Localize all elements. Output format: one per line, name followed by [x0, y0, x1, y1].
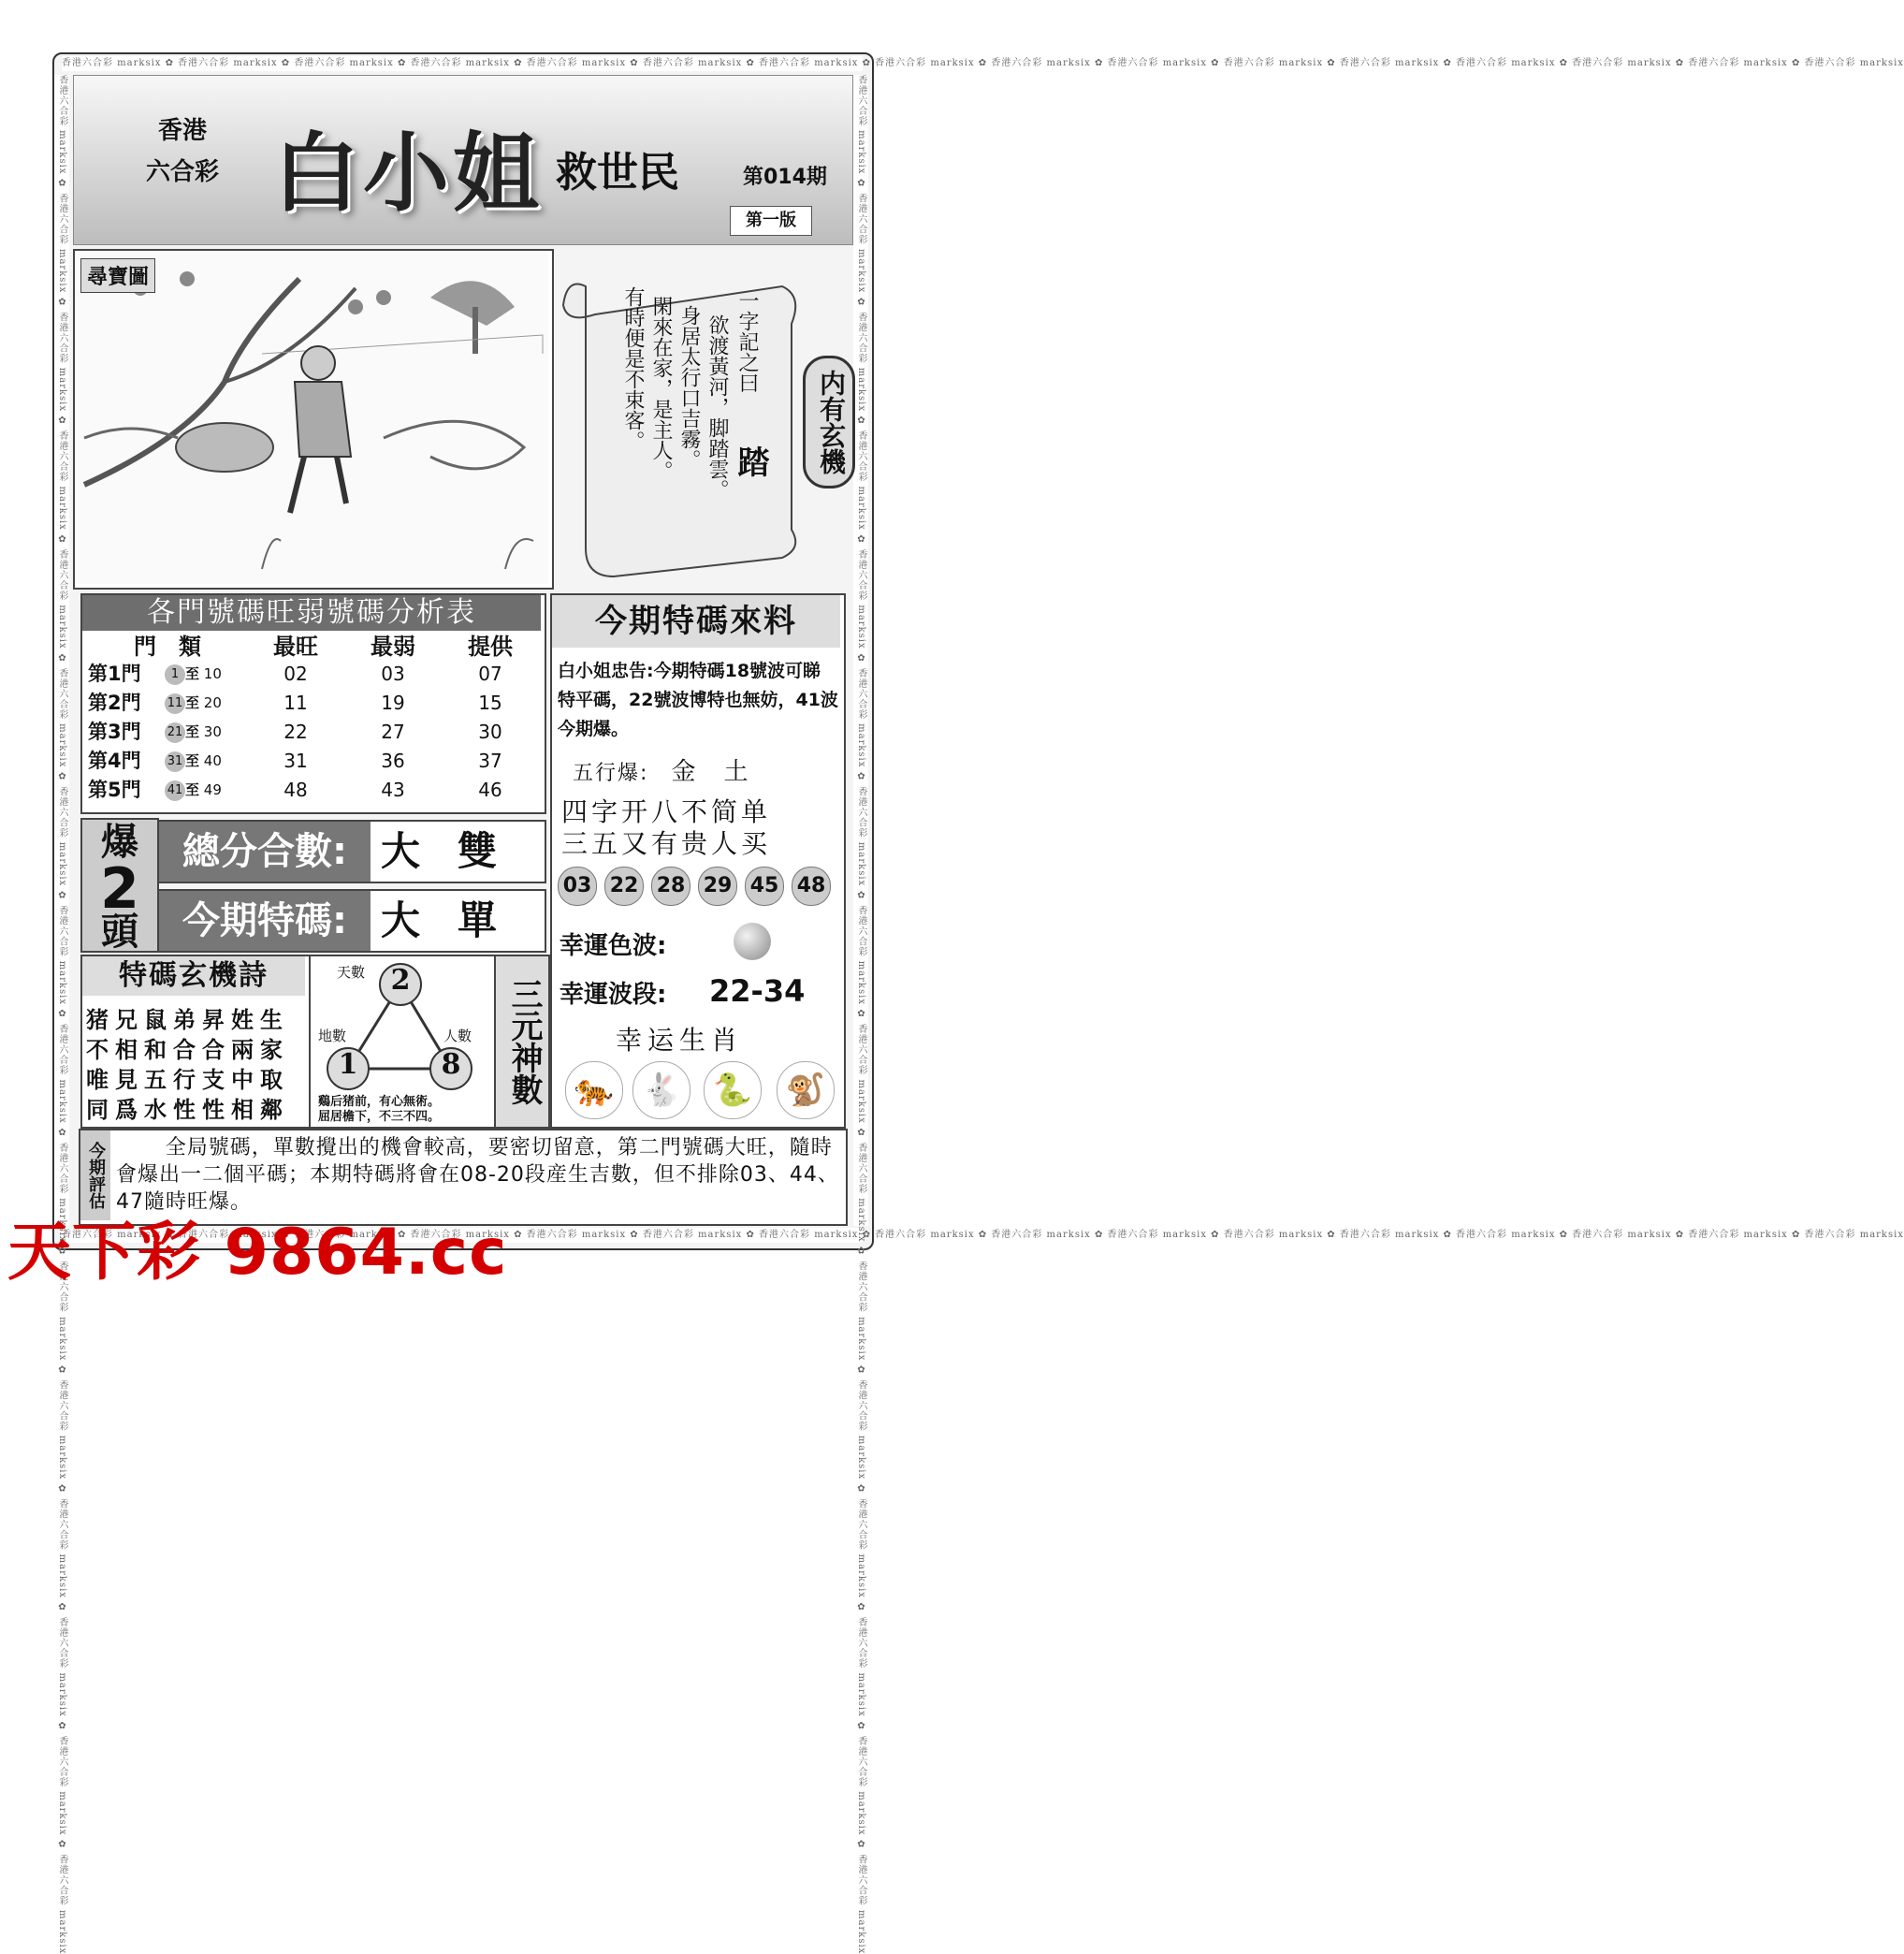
boom-head-char: 頭 [101, 911, 138, 954]
scroll-col-5: 有時便是不束客。 [621, 286, 645, 451]
triangle-note-1: 鷄后猪前，有心無術。 [318, 1095, 441, 1109]
five-elements [573, 752, 749, 787]
number-ball: 29 [698, 867, 737, 906]
range-to: 20 [203, 694, 222, 711]
table-row [84, 689, 539, 718]
gate-range [165, 718, 245, 747]
max-value: 02 [283, 663, 308, 685]
advice-text [558, 657, 838, 744]
gate-label: 第2門 [88, 692, 141, 714]
table-header-max: 最旺 [273, 634, 318, 660]
boom-number: 2 [100, 856, 139, 922]
range-to-word: 至 [185, 752, 200, 769]
edition-badge: 第一版 [730, 206, 812, 236]
total-sum-label: 總分合數: [159, 822, 371, 882]
number-ball: 45 [745, 867, 784, 906]
offer-value: 37 [478, 750, 502, 772]
man-label: 人數 [443, 1028, 472, 1044]
lucky-color-label: 幸運色波: [560, 932, 667, 960]
border-strip-right: 香港六合彩 marksix ✿ 香港六合彩 marksix ✿ 香港六合彩 marksix ✿ 香港六合彩 marksix ✿ 香港六合彩 marksix ✿ 香港六合彩 marksix ✿ 香港六合彩 marksix ✿ 香港六合彩 marksix ✿ 香港六合彩 marksix ✿ 香港六合彩 marksix ✿ 香港六合彩 marksix ✿ 香港六合彩 marksix ✿ 香港六合彩 marksix ✿ 香港六合彩 marksix ✿ 香港六合彩 marksix ✿ 香港六合彩 marksix [853, 75, 868, 1226]
scroll-col-2: 欲渡黃河，脚踏雲。 [705, 314, 729, 500]
five-elements-label: 五行爆: [573, 762, 649, 785]
gate-label: 第1門 [88, 663, 141, 685]
five-elements-value: 金 土 [671, 758, 750, 786]
region-text: 香港 [157, 117, 207, 145]
range-to-word: 至 [185, 723, 200, 740]
max-value: 48 [283, 779, 308, 801]
range-from: 11 [165, 693, 185, 714]
evaluation-tag: 今期評估 [80, 1130, 110, 1220]
max-value: 11 [283, 692, 308, 714]
max-value: 22 [283, 721, 308, 743]
riddle-scroll [558, 268, 810, 586]
snake-icon: 🐍 [704, 1061, 762, 1119]
range-to-word: 至 [185, 781, 200, 798]
gate-label: 第5門 [88, 779, 141, 801]
range-from: 21 [165, 722, 185, 743]
poem-line: 同爲水性性相鄰 [86, 1096, 289, 1123]
max-value: 31 [283, 750, 308, 772]
total-sum-value: 大雙 [380, 828, 534, 874]
main-title: 白小姐 [273, 124, 544, 224]
range-to: 49 [203, 781, 222, 798]
farmer-illustration [75, 251, 548, 584]
subtitle: 救世民 [556, 149, 679, 197]
min-value: 19 [381, 692, 405, 714]
total-sum-row [157, 820, 546, 883]
inner-secret-seal: 内有玄機 [803, 356, 855, 488]
range-from: 41 [165, 780, 185, 801]
advice-lead: 白小姐忠告: [558, 661, 654, 681]
table-header-min: 最弱 [371, 634, 415, 660]
treasure-map-tag: 尋寶圖 [80, 258, 155, 293]
triangle-note-2: 屈居檐下，不三不四。 [318, 1110, 441, 1124]
table-row [84, 776, 539, 805]
table-row [84, 660, 539, 689]
special-code-row [157, 889, 546, 953]
lucky-section-value: 22-34 [709, 973, 806, 1009]
range-to: 40 [203, 752, 222, 769]
poem-line: 猪兄鼠弟昇姓生 [86, 1006, 289, 1033]
handwritten-line-1: 四字开八不简单 [561, 796, 772, 827]
gate-range [165, 689, 245, 718]
rabbit-icon: 🐇 [632, 1061, 690, 1119]
scroll-col-3: 身居太行口吉霧。 [677, 305, 701, 470]
offer-value: 46 [478, 779, 502, 801]
scroll-col-1: 一字記之曰 [735, 290, 759, 393]
range-to: 10 [203, 665, 222, 682]
site-watermark: 天下彩 9864.cc [7, 1216, 508, 1290]
offer-value: 07 [478, 663, 502, 685]
man-value: 8 [441, 1048, 461, 1081]
lucky-color-ball [734, 923, 771, 960]
gate-range [165, 776, 245, 805]
boom-char: 爆 [101, 821, 138, 864]
number-ball: 22 [604, 867, 644, 906]
lucky-zodiac-label: 幸运生肖 [616, 1025, 744, 1056]
boom-two-heads [80, 818, 159, 953]
scroll-keyword: 踏 [732, 445, 769, 477]
border-strip-bottom: 香港六合彩 marksix ✿ 香港六合彩 marksix ✿ 香港六合彩 marksix ✿ 香港六合彩 marksix ✿ 香港六合彩 marksix ✿ 香港六合彩 marksix ✿ 香港六合彩 marksix ✿ 香港六合彩 marksix ✿ 香港六合彩 marksix ✿ 香港六合彩 marksix ✿ 香港六合彩 marksix ✿ 香港六合彩 marksix ✿ 香港六合彩 marksix ✿ 香港六合彩 marksix ✿ 香港六合彩 marksix ✿ 香港六合彩 marksix [62, 1228, 863, 1243]
poem-title: 特碼玄機詩 [82, 956, 305, 996]
special-code-title: 今期特碼來料 [552, 595, 840, 648]
range-from: 31 [165, 751, 185, 772]
evaluation-text: 全局號碼，單數攪出的機會較高，要密切留意，第二門號碼大旺，隨時會爆出一二個平碼；本期特碼將會在08-20段産生吉數，但不排除03、44、47隨時旺爆。 [116, 1136, 839, 1214]
analysis-table-title: 各門號碼旺弱號碼分析表 [82, 595, 541, 631]
gate-range [165, 747, 245, 776]
treasure-picture [73, 249, 554, 590]
table-header-category: 門 類 [134, 634, 201, 660]
table-header-offer: 提供 [468, 634, 513, 660]
range-to-word: 至 [185, 694, 200, 711]
earth-label: 地數 [318, 1028, 347, 1044]
gate-range [165, 660, 245, 689]
advice-body: 今期特碼18號波可睇特平碼，22號波博特也無妨，41波今期爆。 [558, 661, 838, 739]
table-row [84, 718, 539, 747]
range-from: 1 [165, 664, 185, 685]
number-ball: 48 [792, 867, 831, 906]
gate-label: 第3門 [88, 721, 141, 743]
heaven-label: 天數 [337, 964, 366, 981]
tiger-icon: 🐅 [565, 1061, 623, 1119]
special-code-label: 今期特碼: [159, 891, 371, 951]
lottery-text: 六合彩 [145, 158, 219, 186]
heaven-value: 2 [390, 964, 411, 997]
range-to-word: 至 [185, 665, 200, 682]
poem-line: 不相和合合兩家 [86, 1036, 289, 1063]
special-code-value: 大單 [380, 897, 534, 943]
lucky-section-label: 幸運波段: [560, 981, 667, 1009]
min-value: 27 [381, 721, 405, 743]
min-value: 43 [381, 779, 405, 801]
number-balls [558, 867, 835, 904]
number-ball: 28 [651, 867, 690, 906]
handwritten-line-2: 三五又有贵人买 [561, 828, 772, 859]
scroll-col-4: 閑來在家，是主人。 [649, 296, 673, 481]
gate-label: 第4門 [88, 750, 141, 772]
min-value: 03 [381, 663, 405, 685]
min-value: 36 [381, 750, 405, 772]
region-label [140, 110, 225, 193]
border-strip-top: 香港六合彩 marksix ✿ 香港六合彩 marksix ✿ 香港六合彩 marksix ✿ 香港六合彩 marksix ✿ 香港六合彩 marksix ✿ 香港六合彩 marksix ✿ 香港六合彩 marksix ✿ 香港六合彩 marksix ✿ 香港六合彩 marksix ✿ 香港六合彩 marksix ✿ 香港六合彩 marksix ✿ 香港六合彩 marksix ✿ 香港六合彩 marksix ✿ 香港六合彩 marksix ✿ 香港六合彩 marksix ✿ 香港六合彩 marksix [62, 56, 863, 71]
earth-value: 1 [338, 1048, 358, 1081]
table-row [84, 747, 539, 776]
issue-number: 第014期 [743, 166, 827, 189]
offer-value: 15 [478, 692, 502, 714]
number-ball: 03 [558, 867, 597, 906]
offer-value: 30 [478, 721, 502, 743]
three-element-numbers: 三元神數 [494, 955, 550, 1129]
number-triangle [309, 955, 496, 1129]
border-strip-left: 香港六合彩 marksix ✿ 香港六合彩 marksix ✿ 香港六合彩 marksix ✿ 香港六合彩 marksix ✿ 香港六合彩 marksix ✿ 香港六合彩 marksix ✿ 香港六合彩 marksix ✿ 香港六合彩 marksix ✿ 香港六合彩 marksix ✿ 香港六合彩 marksix ✿ 香港六合彩 marksix ✿ 香港六合彩 marksix ✿ 香港六合彩 marksix ✿ 香港六合彩 marksix ✿ 香港六合彩 marksix ✿ 香港六合彩 marksix [54, 75, 69, 1226]
range-to: 30 [203, 723, 222, 740]
poem-line: 唯見五行支中取 [86, 1066, 289, 1093]
monkey-icon: 🐒 [777, 1061, 835, 1119]
